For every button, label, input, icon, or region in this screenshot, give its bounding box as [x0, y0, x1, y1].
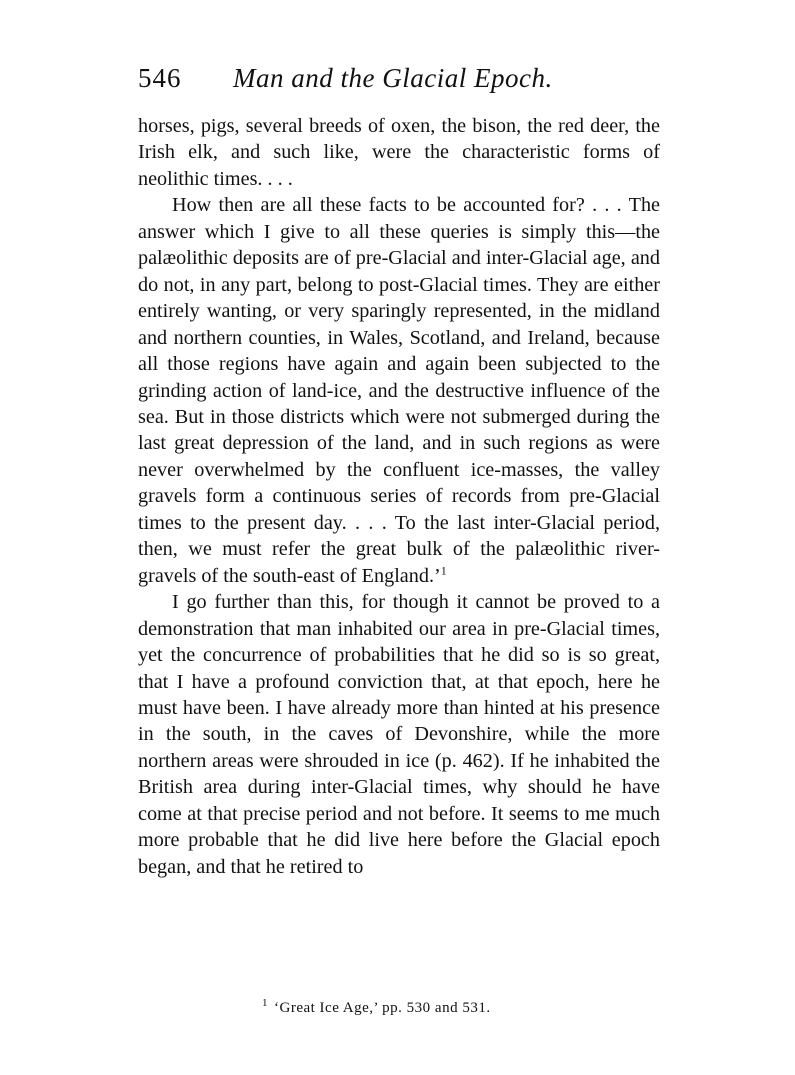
paragraph-2-text: How then are all these facts to be accounted for? . . . The answer which I give to all these queries is simply this—the palæolithic deposits are of pre-Glacial and inter-Glacial age, and do not, in any part, belong to post-Glacial times. They are either entirely wanting, or very sparingly represented, in the midland and northern counties, in Wales, Scotland, and Ireland, because all those regions have again and again been subjected to the grinding action of land-ice, and the destructive influence of the sea. But in those districts which were not submerged during the last great depression of the land, and in such regions as were never overwhelmed by the confluent ice-masses, the valley gravels form a continuous series of records from pre-Glacial times to the present day. . . . To the last inter-Glacial period, then, we must refer the great bulk of the palæolithic river-gravels of the south-east of England.’ — [138, 194, 660, 587]
running-title: Man and the Glacial Epoch. — [233, 63, 553, 93]
footnote-mark: 1 — [262, 997, 268, 1009]
footnote-reference: 1 — [440, 562, 447, 577]
page-header — [138, 63, 658, 103]
body-text — [138, 113, 660, 880]
paragraph-2 — [138, 192, 660, 589]
paragraph-1 — [138, 113, 660, 192]
paragraph-1-text: horses, pigs, several breeds of oxen, the bison, the red deer, the Irish elk, and such like, were the characteristic forms of neolithic times. . . . — [138, 115, 660, 190]
page-number: 546 — [138, 63, 182, 93]
footnote-text: ‘Great Ice Age,’ pp. 530 and 531. — [274, 1000, 491, 1016]
paragraph-3-text: I go further than this, for though it cannot be proved to a demonstration that man inhabited our area in pre-Glacial times, yet the concurrence of probabilities that he did so is so great, that I have a profound conviction that, at that epoch, here he must have been. I have already more than hinted at his presence in the south, in the caves of Devonshire, while the more northern areas were shrouded in ice (p. 462). If he inhabited the British area during inter-Glacial times, why should he have come at that precise period and not before. It seems to me much more probable that he did live here before the Glacial epoch began, and that he retired to — [138, 591, 660, 878]
paragraph-3 — [138, 589, 660, 880]
footnote — [262, 997, 491, 1017]
